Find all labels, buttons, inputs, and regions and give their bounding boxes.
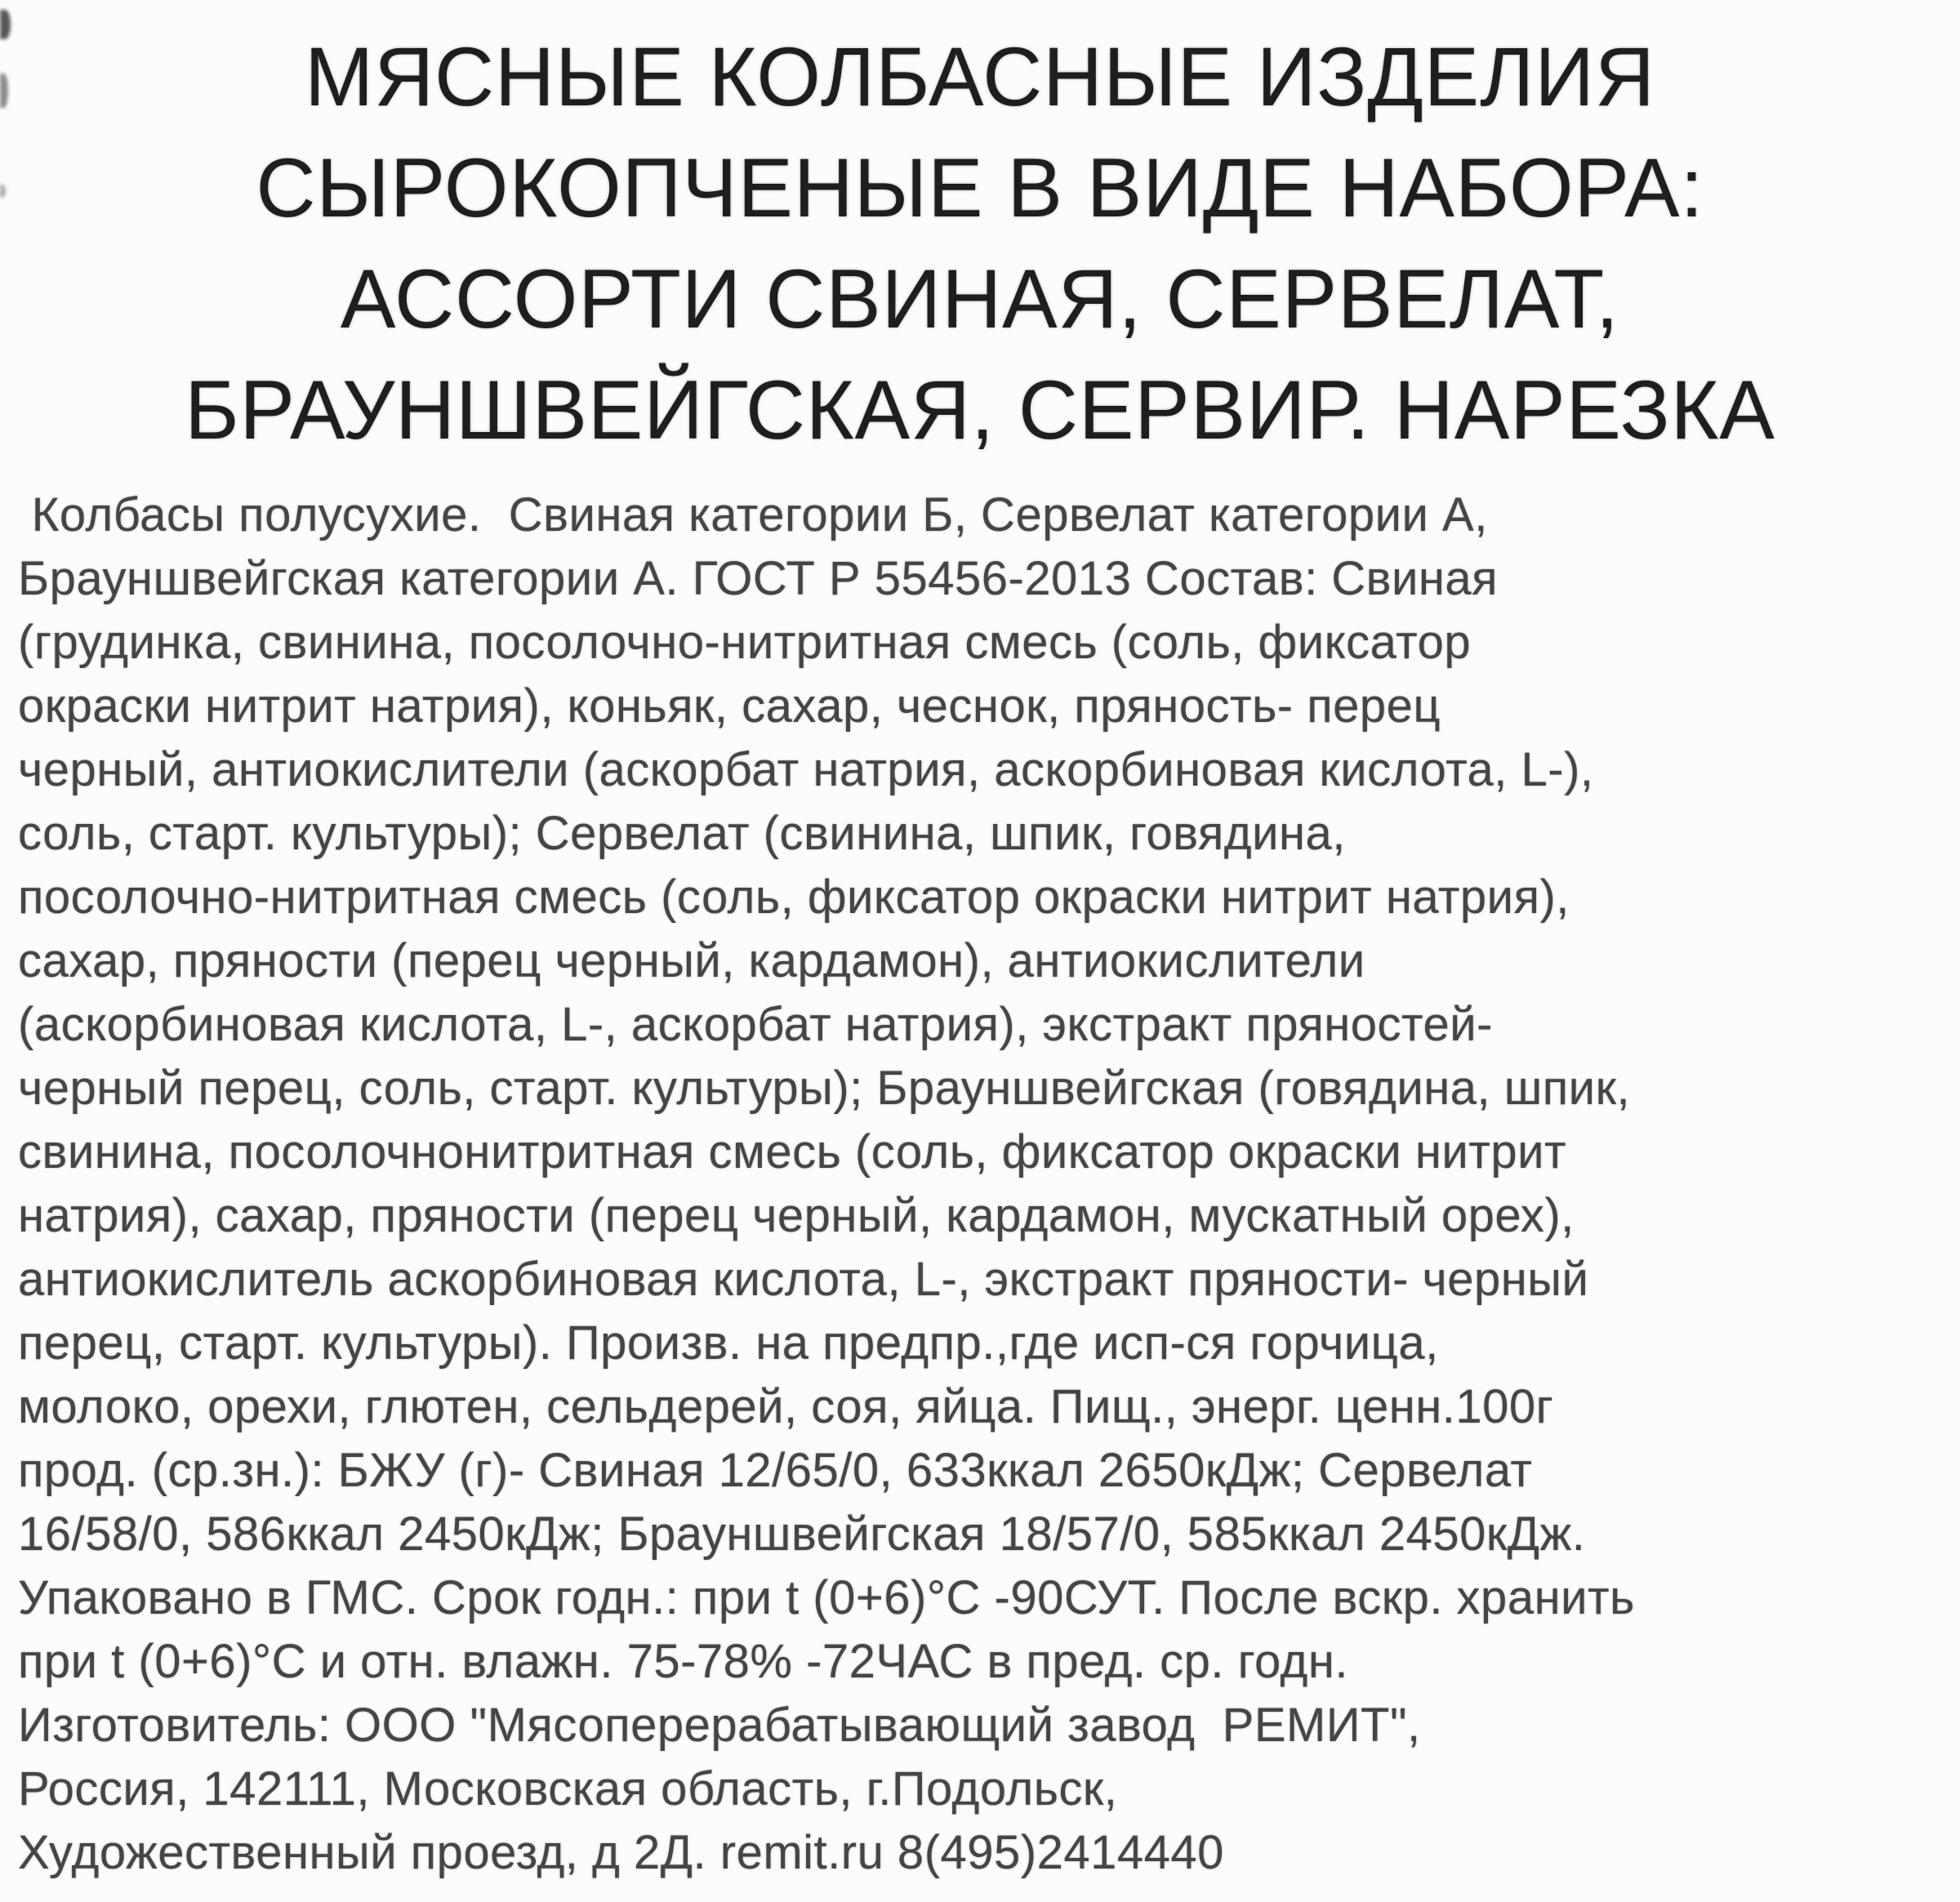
scan-artifact <box>0 73 8 108</box>
label-body-line: Изготовитель: ООО "Мясоперерабатывающий завод РЕМИТ", <box>18 1699 1421 1752</box>
label-title-line: АССОРТИ СВИНАЯ, СЕРВЕЛАТ, <box>341 252 1619 345</box>
label-body-line: Колбасы полусухие. Свиная категории Б, Сервелат категории А, <box>18 488 1488 541</box>
label-body-line: антиокислитель аскорбиновая кислота, L-, экстракт пряности- черный <box>18 1253 1589 1306</box>
label-body-line: черный, антиокислители (аскорбат натрия, аскорбиновая кислота, L-), <box>18 743 1594 796</box>
label-body-line: окраски нитрит натрия), коньяк, сахар, чеснок, пряность- перец <box>18 679 1441 733</box>
label-title-line: БРАУНШВЕЙГСКАЯ, СЕРВИР. НАРЕЗКА <box>185 363 1775 457</box>
label-body-line: прод. (ср.зн.): БЖУ (г)- Свиная 12/65/0, 633ккал 2650кДж; Сервелат <box>18 1444 1533 1497</box>
label-body-line: соль, старт. культуры); Сервелат (свинина, шпик, говядина, <box>18 807 1346 860</box>
label-body-line: Упаковано в ГМС. Срок годн.: при t (0+6)°С -90СУТ. После вскр. хранить <box>18 1571 1635 1624</box>
scan-artifact <box>0 185 6 198</box>
label-title <box>0 0 1960 465</box>
label-body-line: свинина, посолочнонитритная смесь (соль, фиксатор окраски нитрит <box>18 1125 1567 1178</box>
label-body-line: (аскорбиновая кислота, L-, аскорбат натрия), экстракт пряностей- <box>18 998 1493 1051</box>
label-body-line: сахар, пряности (перец черный, кардамон), антиокислители <box>18 934 1365 987</box>
label-body-line: Брауншвейгская категории А. ГОСТ Р 55456-2013 Состав: Свиная <box>18 552 1499 605</box>
label-title-line: СЫРОКОПЧЕНЫЕ В ВИДЕ НАБОРА: <box>256 141 1704 234</box>
label-body-line: при t (0+6)°С и отн. влажн. 75-78% -72ЧАС в пред. ср. годн. <box>18 1635 1348 1688</box>
label-body-line: Художественный проезд, д 2Д. remit.ru 8(495)2414440 <box>18 1826 1224 1879</box>
label-title-line: МЯСНЫЕ КОЛБАСНЫЕ ИЗДЕЛИЯ <box>305 30 1655 123</box>
label-body-line: черный перец, соль, старт. культуры); Брауншвейгская (говядина, шпик, <box>18 1062 1631 1115</box>
label-body-line: Россия, 142111, Московская область, г.Подольск, <box>18 1762 1118 1815</box>
label-body-text <box>0 483 1960 1885</box>
label-body-line: натрия), сахар, пряности (перец черный, кардамон, мускатный орех), <box>18 1189 1575 1242</box>
label-body-line: (грудинка, свинина, посолочно-нитритная смесь (соль, фиксатор <box>18 616 1472 669</box>
label-body-line: молоко, орехи, глютен, сельдерей, соя, яйца. Пищ., энерг. ценн.100г <box>18 1380 1554 1433</box>
label-body-line: перец, старт. культуры). Произв. на предпр.,где исп-ся горчица, <box>18 1316 1439 1370</box>
label-body-line: посолочно-нитритная смесь (соль, фиксатор окраски нитрит натрия), <box>18 871 1570 924</box>
label-body-line: 16/58/0, 586ккал 2450кДж; Брауншвейгская 18/57/0, 585ккал 2450кДж. <box>18 1508 1586 1561</box>
